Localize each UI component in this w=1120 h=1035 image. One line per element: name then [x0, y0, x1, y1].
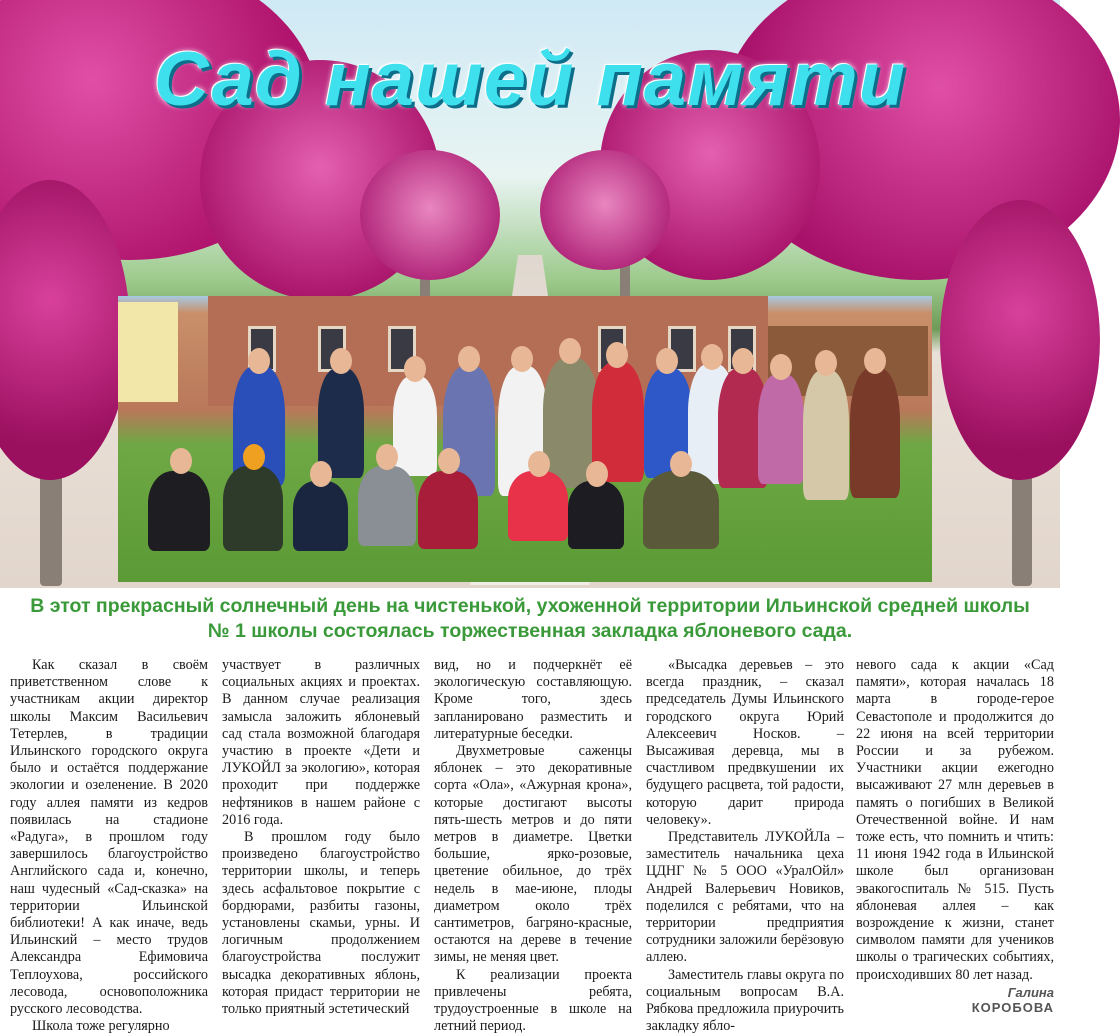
person-head	[586, 461, 608, 487]
person-head	[438, 448, 460, 474]
person-head	[606, 342, 628, 368]
person-head	[815, 350, 837, 376]
person-head	[170, 448, 192, 474]
person-head	[376, 444, 398, 470]
person-head	[248, 348, 270, 374]
person	[393, 376, 437, 476]
person	[358, 466, 416, 546]
blossom-canopy	[540, 150, 670, 270]
paragraph: Заместитель главы округа по социальным вопросам В.А. Рябкова предложила приурочить закладку ябло-	[646, 966, 844, 1035]
article-column-2	[222, 657, 420, 1019]
person	[223, 466, 283, 551]
paragraph: К реализации проекта привлечены ребята, трудоустроенные в школе на летний период.	[434, 966, 632, 1035]
article-column-4	[646, 657, 844, 1035]
photo-caption: В этот прекрасный солнечный день на чистенькой, ухоженной территории Ильинской средней школы № 1 школы состоялась торжественная закладка яблоневого сада.	[30, 595, 1030, 642]
person-head	[458, 346, 480, 372]
blossom-canopy	[360, 150, 500, 280]
paragraph: невого сада к акции «Сад памяти», которая началась 18 марта в городе-герое Севастополе и продолжится до 22 июня на всей территории России и за рубежом. Участники акции ежегодно высаживают 27 млн деревьев в память о погибших в Великой Отечественной войне. И нам тоже есть, что помнить и чтить: 11 июня 1942 года в Ильинской школе был организован эвакогоспиталь № 515. Пусть яблоневая аллея – как возрождение к жизни, станет символом памяти для учеников школы о трагических событиях, происходивших 80 лет назад.	[856, 657, 1054, 983]
person-head	[243, 444, 265, 470]
group-photo	[118, 296, 932, 582]
author-signature	[972, 985, 1054, 1015]
house-left	[118, 302, 178, 402]
person-head	[310, 461, 332, 487]
person-head	[670, 451, 692, 477]
author-last-name: КОРОБОВА	[971, 1000, 1054, 1015]
person-head	[701, 344, 723, 370]
person-head	[559, 338, 581, 364]
blossom-canopy	[940, 200, 1100, 480]
person	[293, 481, 348, 551]
person-head	[528, 451, 550, 477]
paragraph: Представитель ЛУКОЙЛа – заместитель начальника цеха ЦДНГ № 5 ООО «УралОйл» Андрей Валерьевич Новиков, поделился с ребятами, что на территории предприятия сотрудники заложили берёзовую аллею.	[646, 829, 844, 966]
person-head	[770, 354, 792, 380]
person-head	[732, 348, 754, 374]
article-column-3	[434, 657, 632, 1035]
person-head	[330, 348, 352, 374]
paragraph: Двухметровые саженцы яблонек – это декоративные сорта «Ола», «Ажурная крона», которые достигают высоты пять-шесть метров и до пяти метров в диаметре. Цветки большие, ярко-розовые, цветение обильное, до трёх недель в мае-июне, плоды диаметром около трёх сантиметров, багряно-красные, остаются на дереве в течение зимы, не меняя цвет.	[434, 743, 632, 966]
person-head	[656, 348, 678, 374]
person	[643, 471, 719, 549]
article-column-5	[856, 657, 1054, 1019]
person	[508, 471, 568, 541]
person-head	[864, 348, 886, 374]
author-first-name: Галина	[1007, 985, 1054, 1000]
paragraph: Как сказал в своём приветственном слове к участникам акции директор школы Максим Васильевич Тетерлев, в традиции Ильинского городского округа было и остаётся поддержание экологии и озеленение. В 2020 году аллея памяти из кедров появилась на стадионе «Радуга», в прошлом году завершилось благоустройство Английского сада и, конечно, наш чудесный «Сад-сказка» на территории Ильинской библиотеки! А как иначе, ведь Ильинский – место трудов Александра Ефимовича Теплоухова, российского лесовода, основоположника русского лесоводства.	[10, 657, 208, 1018]
paragraph: участвует в различных социальных акциях и проектах. В данном случае реализация замысла заложить яблоневый сад стала возможной благодаря участию в проекте «Дети и ЛУКОЙЛ за экологию», которая проходит при поддержке нефтяников в нашем районе с 2016 года.	[222, 657, 420, 828]
person	[803, 370, 849, 500]
paragraph: вид, но и подчеркнёт её экологическую составляющую. Кроме того, здесь запланировано разместить и литературные беседки.	[434, 657, 632, 742]
paragraph: В прошлом году было произведено благоустройство территории школы, и теперь здесь асфальтовое покрытие с бордюрами, разбиты газоны, установлены скамьи, урны. И логичным продолжением благоустройства послужит высадка декоративных яблонь, которая придаст территории не только приятный эстетический	[222, 829, 420, 1018]
person	[148, 471, 210, 551]
paragraph: «Высадка деревьев – это всегда праздник, – сказал председатель Думы Ильинского городского округа Юрий Алексеевич Носков. – Высаживая деревца, мы в счастливом предвкушении их будущего расцвета, той радости, которую дарит природа человеку».	[646, 657, 844, 828]
paragraph: Школа тоже регулярно	[32, 1018, 170, 1035]
person-head	[404, 356, 426, 382]
page-title: Сад нашей памяти	[153, 37, 907, 122]
person	[758, 374, 804, 484]
person	[418, 471, 478, 549]
person	[568, 481, 624, 549]
person	[850, 368, 900, 498]
article-body	[10, 657, 1054, 1035]
person-head	[511, 346, 533, 372]
article-column-1	[10, 657, 208, 1035]
